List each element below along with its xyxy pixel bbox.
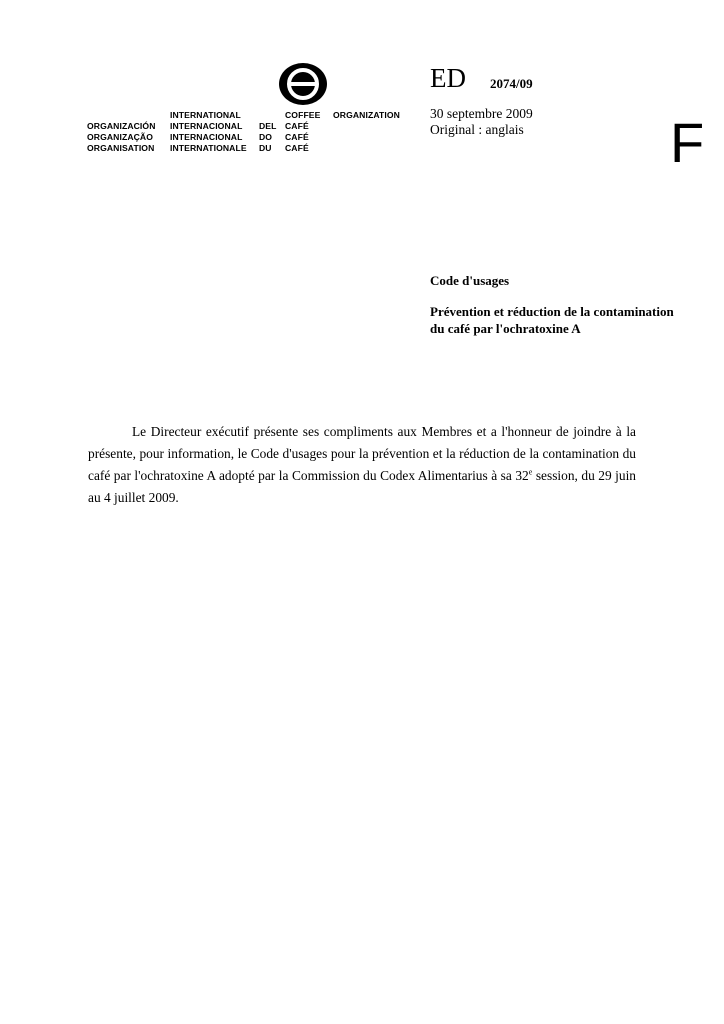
body-paragraph [88,421,636,509]
org-word: CAFÉ [285,121,309,131]
subject-title: Code d'usages [430,273,510,288]
org-word: ORGANIZAÇÃO [87,132,154,142]
subject-block [430,272,720,337]
document-series: ED [430,63,466,93]
body-text-2: session, du 29 juin au 4 juillet 2009. [88,468,637,505]
subject-line-1: Prévention et réduction de la contamination [430,304,674,319]
body-text-1: Le Directeur exécutif présente ses compliments aux Membres et a l'honneur de joindre à la présente, pour information, le Code d'usages pour la prévention et la réduction de la contamination du café par l'ochratoxine A adopté par la Commission du Codex Alimentarius à sa 32 [88,424,636,483]
org-word: INTERNACIONAL [170,132,243,142]
ordinal-superscript: e [528,467,533,477]
org-word: INTERNATIONALE [170,143,247,153]
org-word: ORGANISATION [87,143,155,153]
document-date: 30 septembre 2009 [430,106,533,121]
ico-logo-icon [279,63,327,105]
org-word: DU [259,143,272,153]
org-word: CAFÉ [285,143,309,153]
org-word: DEL [259,121,277,131]
org-word: INTERNACIONAL [170,121,243,131]
org-word: CAFÉ [285,132,309,142]
subject-line-2: du café par l'ochratoxine A [430,321,581,336]
org-word: ORGANIZATION [333,110,400,120]
language-letter: F [670,111,705,174]
org-word: ORGANIZACIÓN [87,121,156,131]
document-number: 2074/09 [490,76,533,91]
org-word: INTERNATIONAL [170,110,241,120]
org-word: DO [259,132,273,142]
org-word: COFFEE [285,110,321,120]
original-language: Original : anglais [430,122,524,137]
